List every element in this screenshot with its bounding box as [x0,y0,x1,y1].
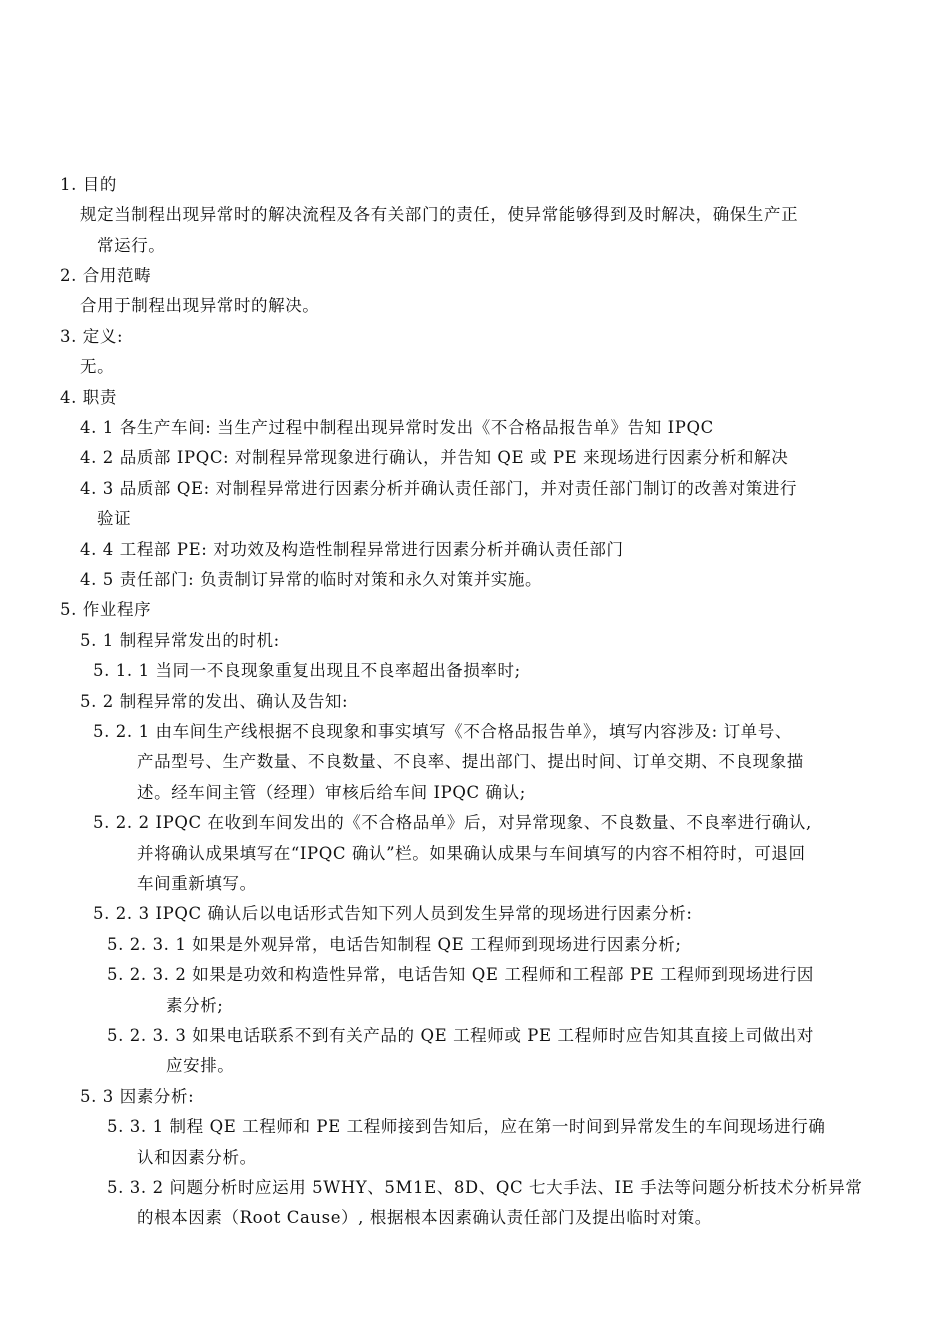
procedure-5-2-3: 5. 2. 3 IPQC 确认后以电话形式告知下列人员到发生异常的现场进行因素分析: [93,904,693,923]
procedure-5-3-2-cont: 的根本因素（Root Cause）, 根据根本因素确认责任部门及提出临时对策。 [137,1208,712,1227]
procedure-5-3: 5. 3 因素分析: [80,1087,195,1106]
procedure-5-3-1-cont: 认和因素分析。 [137,1148,257,1167]
procedure-5-2-2: 5. 2. 2 IPQC 在收到车间发出的《不合格品单》后，对异常现象、不良数量、不良率进行确认, [93,813,812,832]
procedure-5-2-1-cont1: 产品型号、生产数量、不良数量、不良率、提出部门、提出时间、订单交期、不良现象描 [137,752,804,771]
procedure-5-3-1: 5. 3. 1 制程 QE 工程师和 PE 工程师接到告知后，应在第一时间到异常发生的车间现场进行确 [107,1117,826,1136]
heading-procedure: 5. 作业程序 [60,600,152,619]
responsibility-4-1: 4. 1 各生产车间: 当生产过程中制程出现异常时发出《不合格品报告单》告知 IPQC [80,418,714,437]
procedure-5-2-1-cont2: 述。经车间主管（经理）审核后给车间 IPQC 确认; [137,783,526,802]
responsibility-4-4: 4. 4 工程部 PE: 对功效及构造性制程异常进行因素分析并确认责任部门 [80,540,624,559]
responsibility-4-3-cont: 验证 [97,509,132,528]
purpose-text-cont: 常运行。 [97,236,166,255]
procedure-5-2: 5. 2 制程异常的发出、确认及告知: [80,692,349,711]
responsibility-4-3: 4. 3 品质部 QE: 对制程异常进行因素分析并确认责任部门，并对责任部门制订的改善对策进行 [80,479,798,498]
heading-responsibilities: 4. 职责 [60,388,117,407]
heading-definition: 3. 定义: [60,327,124,346]
procedure-5-2-3-3: 5. 2. 3. 3 如果电话联系不到有关产品的 QE 工程师或 PE 工程师时应告知其直接上司做出对 [107,1026,815,1045]
scope-text: 合用于制程出现异常时的解决。 [80,296,320,315]
procedure-5-1-1: 5. 1. 1 当同一不良现象重复出现且不良率超出备损率时; [93,661,521,680]
purpose-text: 规定当制程出现异常时的解决流程及各有关部门的责任，使异常能够得到及时解决，确保生产正 [80,205,799,224]
heading-scope: 2. 合用范畴 [60,266,152,285]
responsibility-4-2: 4. 2 品质部 IPQC: 对制程异常现象进行确认，并告知 QE 或 PE 来现场进行因素分析和解决 [80,448,789,467]
procedure-5-2-2-cont1: 并将确认成果填写在“IPQC 确认”栏。如果确认成果与车间填写的内容不相符时，可退回 [137,844,806,863]
procedure-5-2-3-2: 5. 2. 3. 2 如果是功效和构造性异常，电话告知 QE 工程师和工程部 PE 工程师到现场进行因 [107,965,815,984]
procedure-5-2-3-2-cont: 素分析; [166,996,224,1015]
procedure-5-3-2: 5. 3. 2 问题分析时应运用 5WHY、5M1E、8D、QC 七大手法、IE 手法等问题分析技术分析异常 [107,1178,863,1197]
procedure-5-2-3-3-cont: 应安排。 [166,1056,235,1075]
procedure-5-2-3-1: 5. 2. 3. 1 如果是外观异常，电话告知制程 QE 工程师到现场进行因素分析; [107,935,682,954]
definition-text: 无。 [80,357,115,376]
heading-purpose: 1. 目的 [60,175,117,194]
responsibility-4-5: 4. 5 责任部门: 负责制订异常的临时对策和永久对策并实施。 [80,570,543,589]
procedure-5-2-2-cont2: 车间重新填写。 [137,874,257,893]
procedure-5-2-1: 5. 2. 1 由车间生产线根据不良现象和事实填写《不合格品报告单》，填写内容涉及: 订单号、 [93,722,792,741]
procedure-5-1: 5. 1 制程异常发出的时机: [80,631,280,650]
